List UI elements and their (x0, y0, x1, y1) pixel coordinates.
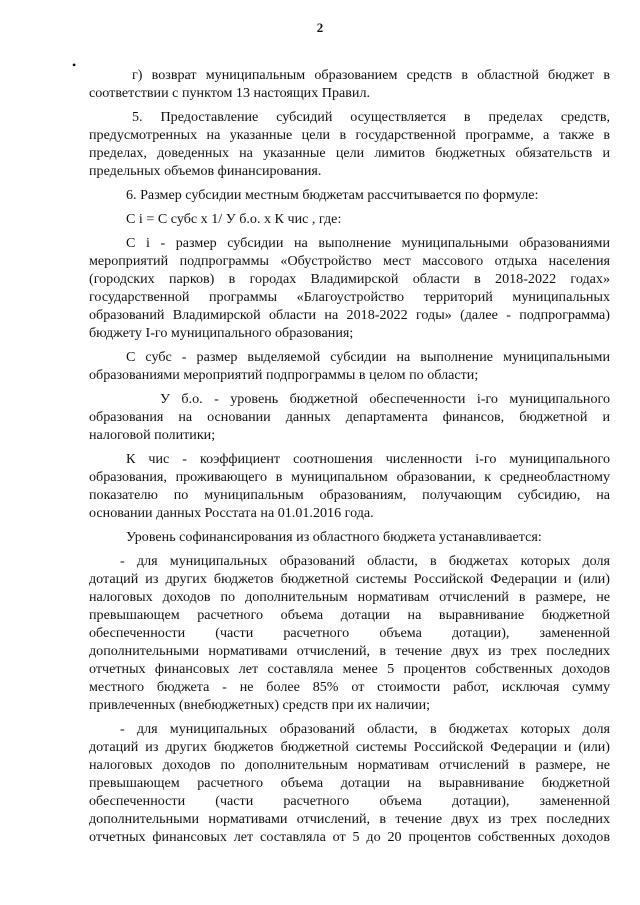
text-line: Уровень софинансирования из областного бюджета устанавливается: (126, 529, 542, 545)
text-line: соответствии с пунктом 13 настоящих Правил. (89, 85, 371, 101)
text-line: С субс - размер выделяемой субсидии на выполнение муниципальными (126, 349, 610, 365)
text-line: дополнительными нормативами отчислений, в течение двух из трех последних (89, 643, 610, 659)
text-line: обеспеченности (части расчетного объема дотации), замененной (89, 793, 610, 809)
text-line: С i = С субс х 1/ У б.о. х К чис , где: (126, 211, 342, 227)
text-line: основании данных Росстата на 01.01.2016 года. (89, 505, 374, 521)
text-line: отчетных финансовых лет составляла от 5 до 20 процентов собственных доходов (89, 829, 610, 845)
text-line: предельных объемов финансирования. (89, 163, 322, 179)
text-line: показателю по муниципальным образованиям, получающим субсидию, на (89, 487, 610, 503)
margin-dot: • (72, 58, 77, 72)
text-line: местного бюджета - не более 85% от стоимости работ, исключая сумму (89, 679, 610, 695)
text-line: налоговой политики; (89, 427, 216, 443)
text-line: превышающем расчетного объема дотации на выравнивание бюджетной (89, 607, 610, 623)
text-line: мероприятий подпрограммы «Обустройство мест массового отдыха населения (89, 253, 610, 269)
text-line: - для муниципальных образований области, в бюджетах которых доля (120, 721, 610, 737)
text-line: С i - размер субсидии на выполнение муниципальными образованиями (126, 235, 610, 251)
text-line: обеспеченности (части расчетного объема дотации), замененной (89, 625, 610, 641)
text-line: 5. Предоставление субсидий осуществляется в пределах средств, (132, 109, 610, 125)
text-line: привлеченных (внебюджетных) средств при их наличии; (89, 697, 431, 713)
text-line: г) возврат муниципальным образованием средств в областной бюджет в (132, 67, 610, 83)
text-line: образования на основании данных департамента финансов, бюджетной и (89, 409, 610, 425)
text-line: дополнительными нормативами отчислений, в течение двух из трех последних (89, 811, 610, 827)
text-line: - для муниципальных образований области, в бюджетах которых доля (120, 553, 610, 569)
text-line: (городских парков) в городах Владимирской области в 2018-2022 годах» (89, 271, 610, 287)
text-line: У б.о. - уровень бюджетной обеспеченности i-го муниципального (160, 391, 610, 407)
text-line: предусмотренных на указанные цели в государственной программе, а также в (89, 127, 610, 143)
text-line: 6. Размер субсидии местным бюджетам рассчитывается по формуле: (126, 187, 539, 203)
text-line: пределах, доведенных на указанные цели лимитов бюджетных обязательств и (89, 145, 610, 161)
text-line: дотаций из других бюджетов бюджетной системы Российской Федерации и (или) (89, 739, 610, 755)
text-line: образования, проживающего в муниципальном образовании, к среднеобластному (89, 469, 610, 485)
text-line: дотаций из других бюджетов бюджетной системы Российской Федерации и (или) (89, 571, 610, 587)
text-line: налоговых доходов по дополнительным нормативам отчислений в размере, не (89, 757, 610, 773)
text-line: отчетных финансовых лет составляла менее 5 процентов собственных доходов (89, 661, 610, 677)
text-line: образований Владимирской области на 2018-2022 годы» (далее - подпрограмма) (89, 307, 610, 323)
text-line: налоговых доходов по дополнительным нормативам отчислений в размере, не (89, 589, 610, 605)
page-number: 2 (316, 20, 324, 35)
text-line: государственной программы «Благоустройство территорий муниципальных (89, 289, 610, 305)
text-line: бюджету I-го муниципального образования; (89, 325, 354, 341)
text-line: превышающем расчетного объема дотации на выравнивание бюджетной (89, 775, 610, 791)
text-line: образованиями мероприятий подпрограммы в целом по области; (89, 367, 479, 383)
text-line: К чис - коэффициент соотношения численности i-го муниципального (126, 451, 610, 467)
